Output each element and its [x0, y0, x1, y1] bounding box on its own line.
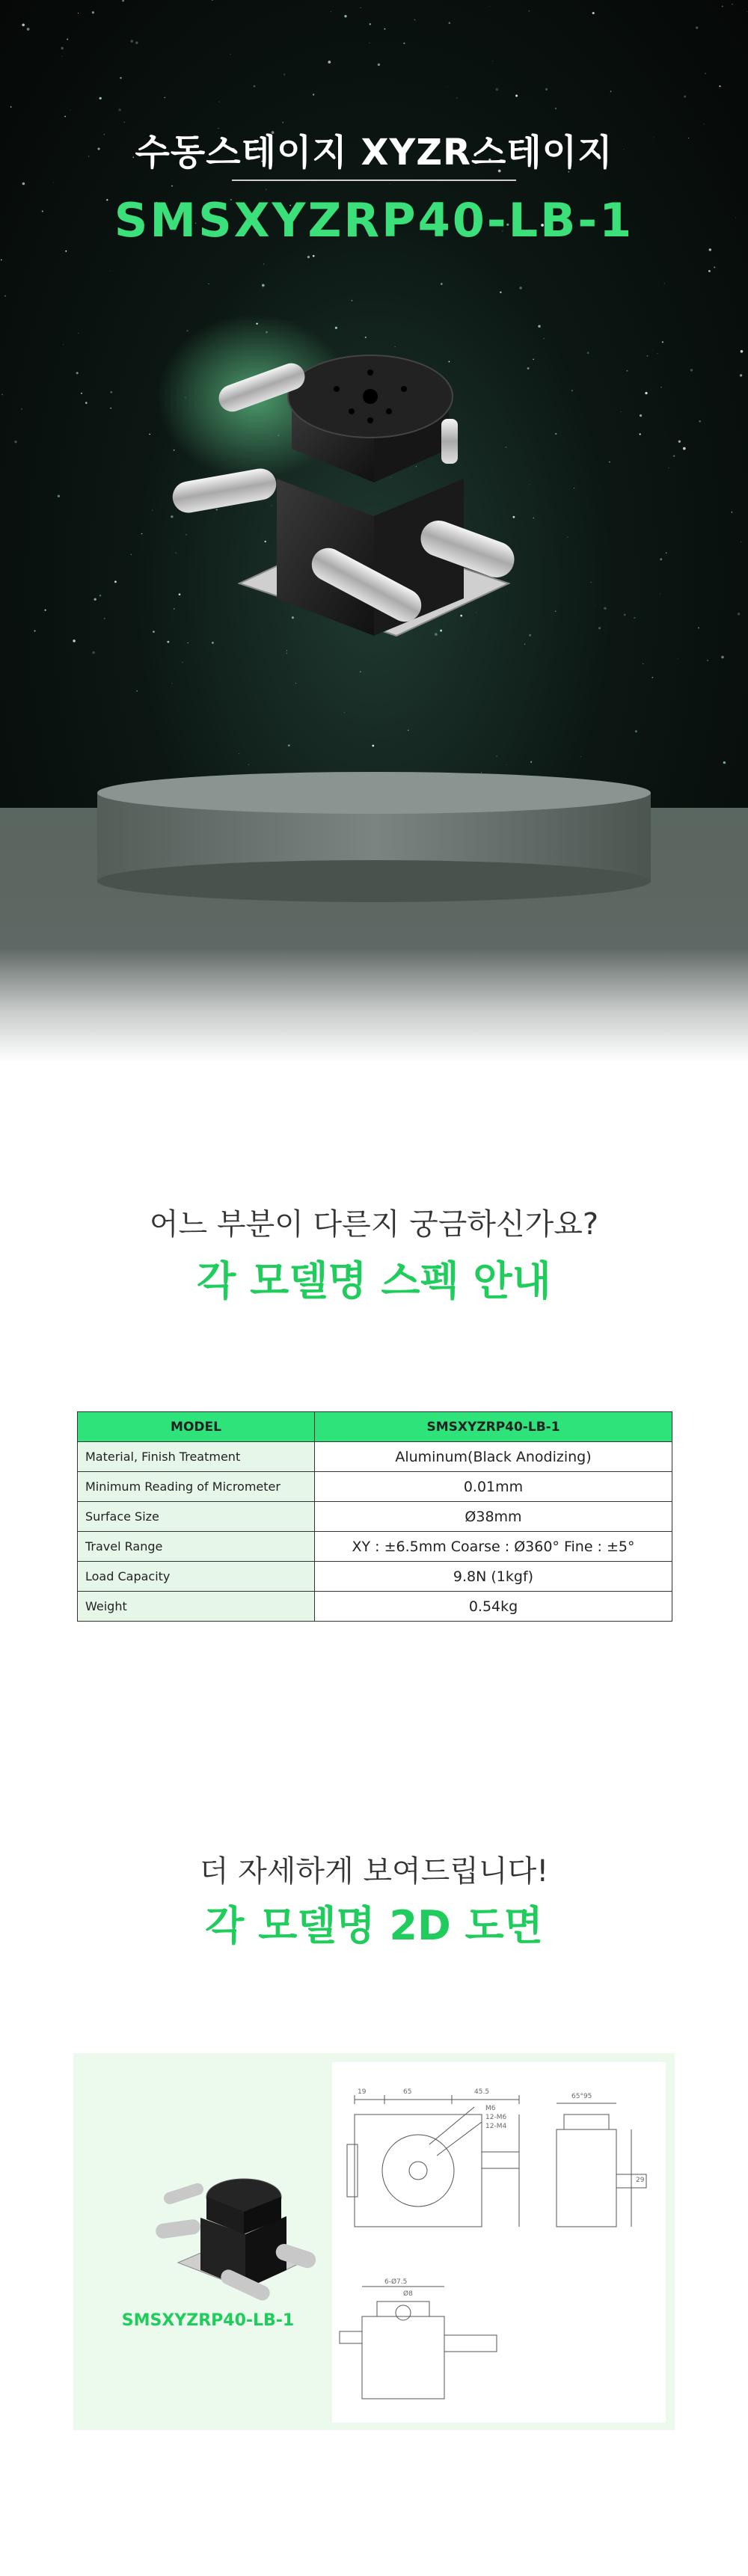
star	[313, 255, 315, 257]
spec-label: Material, Finish Treatment	[78, 1442, 315, 1472]
star	[378, 64, 380, 66]
svg-text:65: 65	[403, 2088, 412, 2096]
spec-label: Travel Range	[78, 1532, 315, 1562]
star	[81, 393, 82, 394]
star	[131, 554, 132, 556]
star	[587, 352, 589, 354]
star	[684, 96, 686, 98]
star	[621, 411, 622, 412]
star	[673, 455, 675, 456]
spec-label: Weight	[78, 1592, 315, 1622]
star	[64, 116, 66, 117]
spec-value: Ø38mm	[315, 1502, 672, 1532]
drawing-panel	[73, 2053, 675, 2430]
star	[571, 390, 573, 391]
star	[635, 730, 637, 732]
spec-section-title: 각 모델명 스펙 안내	[197, 1257, 551, 1304]
star	[65, 251, 67, 252]
star	[120, 77, 121, 79]
svg-text:Ø8: Ø8	[403, 2290, 413, 2298]
product-image-thumbnail	[148, 2150, 328, 2315]
star	[99, 595, 101, 596]
panel-model-label: SMSXYZRP40-LB-1	[121, 2311, 295, 2330]
star	[104, 618, 105, 619]
svg-text:M6: M6	[485, 2105, 496, 2112]
hero-title: SMSXYZRP40-LB-1	[114, 193, 634, 248]
star	[590, 582, 591, 583]
star	[489, 6, 490, 7]
star	[626, 370, 628, 372]
star	[53, 182, 54, 183]
star	[707, 660, 708, 661]
star	[70, 110, 71, 111]
drawing-section-title: 각 모델명 2D 도면	[205, 1902, 543, 1949]
star	[666, 552, 667, 553]
star	[640, 433, 641, 435]
star	[456, 97, 457, 98]
star	[110, 391, 112, 393]
spec-table-header-value: SMSXYZRP40-LB-1	[315, 1412, 672, 1442]
technical-drawing	[332, 2062, 666, 2423]
star	[22, 24, 25, 27]
star	[740, 374, 742, 376]
spec-table-header-model: MODEL	[78, 1412, 315, 1442]
star	[63, 344, 64, 345]
spec-value: 9.8N (1kgf)	[315, 1562, 672, 1592]
star	[21, 408, 22, 410]
star	[709, 248, 711, 251]
star	[447, 87, 448, 88]
star	[495, 88, 498, 91]
star	[403, 43, 405, 44]
star	[76, 372, 79, 374]
star	[610, 91, 612, 92]
star	[652, 677, 653, 678]
star	[645, 392, 647, 394]
table-row	[78, 1532, 672, 1562]
product-image-hero	[150, 284, 568, 763]
star	[708, 270, 711, 272]
star	[690, 369, 693, 371]
star	[78, 333, 79, 334]
svg-text:65°95: 65°95	[571, 2093, 592, 2100]
svg-text:19: 19	[358, 2088, 367, 2096]
star	[212, 0, 213, 1]
svg-text:6-Ø7.5: 6-Ø7.5	[384, 2278, 408, 2286]
star	[722, 6, 723, 7]
star	[741, 350, 744, 353]
spec-value: 0.01mm	[315, 1472, 672, 1502]
spec-table-header-row	[78, 1412, 672, 1442]
spec-value: 0.54kg	[315, 1592, 672, 1622]
star	[10, 106, 12, 108]
star	[135, 41, 138, 43]
star	[34, 630, 35, 631]
star	[647, 355, 649, 357]
spec-label: Surface Size	[78, 1502, 315, 1532]
star	[124, 122, 125, 123]
star	[141, 533, 142, 534]
hero-banner	[0, 0, 748, 1062]
star	[705, 73, 706, 74]
star	[136, 690, 138, 692]
star	[609, 461, 610, 463]
svg-text:45.5: 45.5	[474, 2088, 490, 2096]
star	[414, 19, 416, 21]
table-row	[78, 1502, 672, 1532]
star	[696, 26, 698, 28]
table-row	[78, 1442, 672, 1472]
star	[545, 88, 548, 91]
star	[660, 558, 662, 560]
star	[230, 54, 231, 55]
spec-label: Load Capacity	[78, 1562, 315, 1592]
star	[61, 47, 63, 49]
star	[515, 95, 518, 97]
star	[714, 266, 715, 268]
star	[61, 56, 62, 57]
star	[384, 28, 385, 30]
spec-label: Minimum Reading of Micrometer	[78, 1472, 315, 1502]
star	[67, 38, 68, 40]
star	[604, 607, 607, 610]
spec-value: Aluminum(Black Anodizing)	[315, 1442, 672, 1472]
star	[283, 73, 285, 75]
table-row	[78, 1592, 672, 1622]
star	[4, 295, 6, 297]
star	[254, 85, 256, 88]
star	[344, 15, 346, 17]
star	[114, 580, 117, 583]
star	[698, 628, 699, 629]
star	[370, 23, 371, 25]
star	[171, 185, 173, 187]
podium-stage	[0, 748, 748, 1062]
star	[94, 598, 96, 601]
star	[624, 614, 626, 616]
star	[652, 349, 653, 350]
star	[721, 656, 724, 659]
table-row	[78, 1472, 672, 1502]
star	[1, 394, 3, 396]
star	[369, 42, 370, 43]
star	[1, 260, 2, 261]
star	[662, 341, 663, 343]
star	[678, 441, 681, 443]
star	[598, 627, 601, 629]
star	[640, 414, 642, 417]
star	[683, 447, 686, 450]
star	[529, 10, 530, 11]
star	[27, 28, 30, 31]
star	[99, 97, 102, 99]
star	[14, 441, 16, 443]
star	[58, 495, 60, 497]
hero-divider	[232, 180, 516, 181]
star	[595, 605, 596, 606]
star	[307, 256, 310, 258]
star	[85, 402, 88, 404]
table-row	[78, 1562, 672, 1592]
svg-text:29: 29	[636, 2177, 645, 2184]
star	[110, 271, 111, 272]
star	[73, 640, 76, 643]
spec-section-subtitle: 어느 부분이 다른지 궁금하신가요?	[149, 1207, 599, 1242]
star	[92, 11, 94, 13]
star	[328, 61, 331, 64]
star	[719, 85, 720, 87]
hero-subtitle: 수동스테이지 XYZR스테이지	[135, 132, 613, 174]
star	[122, 0, 124, 1]
star	[119, 108, 121, 111]
star	[738, 613, 741, 616]
star	[92, 651, 94, 654]
star	[592, 12, 595, 14]
star	[266, 189, 267, 191]
star	[634, 617, 635, 619]
star	[699, 420, 700, 422]
svg-text:12-M4: 12-M4	[485, 2123, 507, 2130]
spec-value: XY : ±6.5mm Coarse : Ø360° Fine : ±5°	[315, 1532, 672, 1562]
star	[449, 22, 451, 24]
svg-text:12-M6: 12-M6	[485, 2114, 507, 2121]
star	[263, 263, 264, 264]
spec-table	[77, 1411, 672, 1622]
star	[22, 183, 25, 185]
star	[45, 610, 46, 611]
star	[313, 93, 314, 95]
star	[130, 40, 133, 43]
drawing-section-subtitle: 더 자세하게 보여드립니다!	[199, 1854, 549, 1889]
